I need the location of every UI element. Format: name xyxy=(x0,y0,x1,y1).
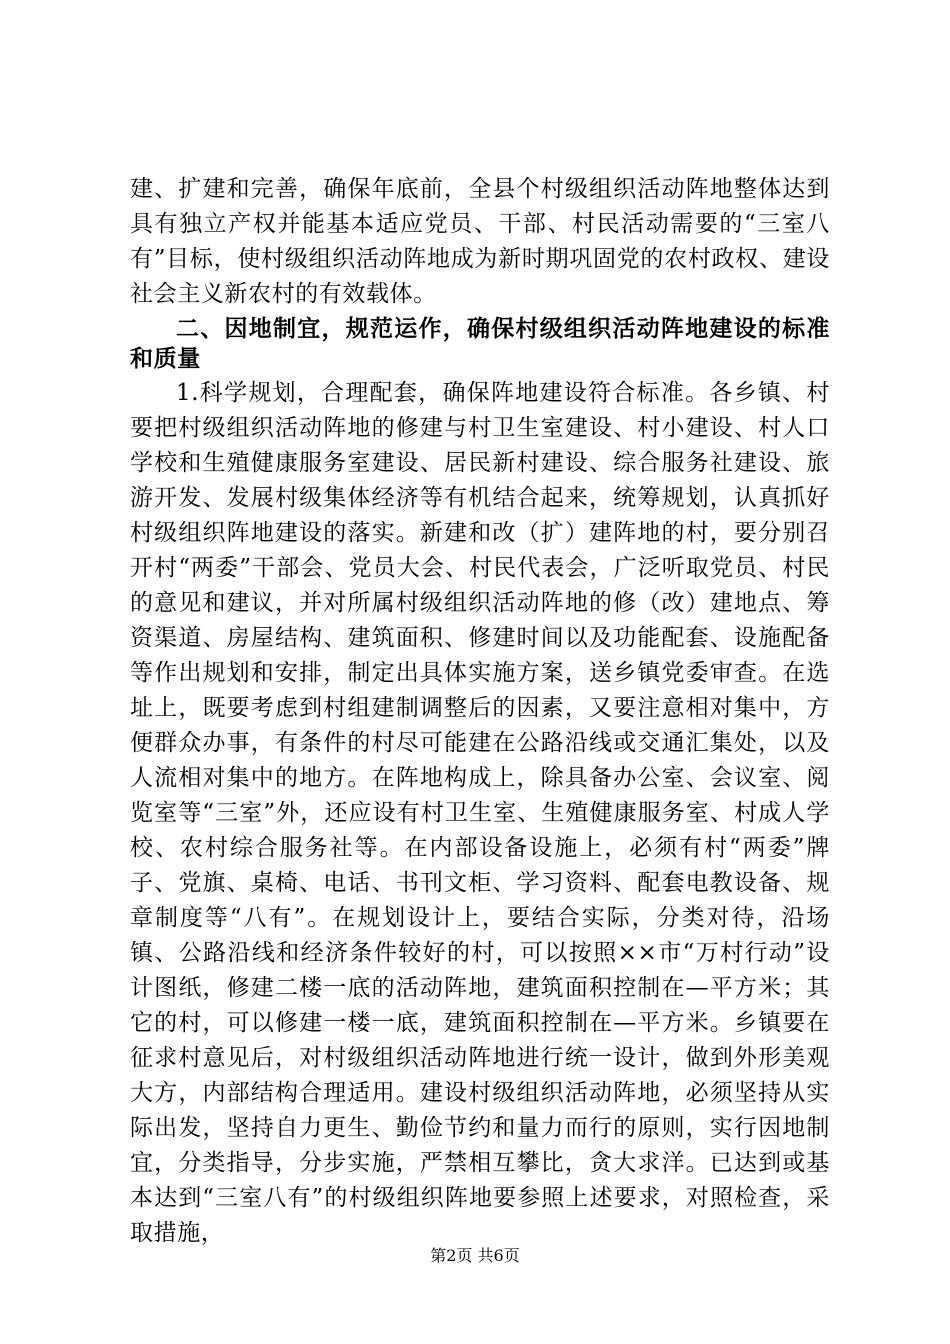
paragraph-continuation: 建、扩建和完善，确保年底前，全县个村级组织活动阵地整体达到具有独立产权并能基本适应党员、干部、村民活动需要的“三室八有”目标，使村级组织活动阵地成为新时期巩固党的农村政权、建设社会主义新农村的有效载体。 xyxy=(130,176,830,307)
section-heading: 二、因地制宜，规范运作，确保村级组织活动阵地建设的标准和质量 xyxy=(130,316,830,372)
page-footer: 第2页 共6页 xyxy=(430,1246,520,1265)
paragraph-planning: 1.科学规划，合理配套，确保阵地建设符合标准。各乡镇、村要把村级组织活动阵地的修建与村卫生室建设、村小建设、村人口学校和生殖健康服务室建设、居民新村建设、综合服务社建设、旅游开发、发展村级集体经济等有机结合起来，统筹规划，认真抓好村级组织阵地建设的落实。新建和改（扩）建阵地的村，要分别召开村“两委”干部会、党员大会、村民代表会，广泛听取党员、村民的意见和建议，并对所属村级组织活动阵地的修（改）建地点、筹资渠道、房屋结构、建筑面积、修建时间以及功能配套、设施配备等作出规划和安排，制定出具体实施方案，送乡镇党委审查。在选址上，既要考虑到村组建制调整后的因素，又要注意相对集中，方便群众办事，有条件的村尽可能建在公路沿线或交通汇集处，以及人流相对集中的地方。在阵地构成上，除具备办公室、会议室、阅览室等“三室”外，还应设有村卫生室、生殖健康服务室、村成人学校、农村综合服务社等。在内部设备设施上，必须有村“两委”牌子、党旗、桌椅、电话、书刊文柜、学习资料、配套电教设备、规章制度等“八有”。在规划设计上，要结合实际，分类对待，沿场镇、公路沿线和经济条件较好的村，可以按照××市“万村行动”设计图纸，修建二楼一底的活动阵地，建筑面积控制在—平方米；其它的村，可以修建一楼一底，建筑面积控制在—平方米。乡镇要在征求村意见后，对村级组织活动阵地进行统一设计，做到外形美观大方，内部结构合理适用。建设村级组织活动阵地，必须坚持从实际出发，坚持自力更生、勤俭节约和量力而行的原则，实行因地制宜，分类指导，分步实施，严禁相互攀比，贪大求洋。已达到或基本达到“三室八有”的村级组织阵地要参照上述要求，对照检查，采取措施， xyxy=(130,380,830,1246)
document-body xyxy=(130,172,830,1251)
